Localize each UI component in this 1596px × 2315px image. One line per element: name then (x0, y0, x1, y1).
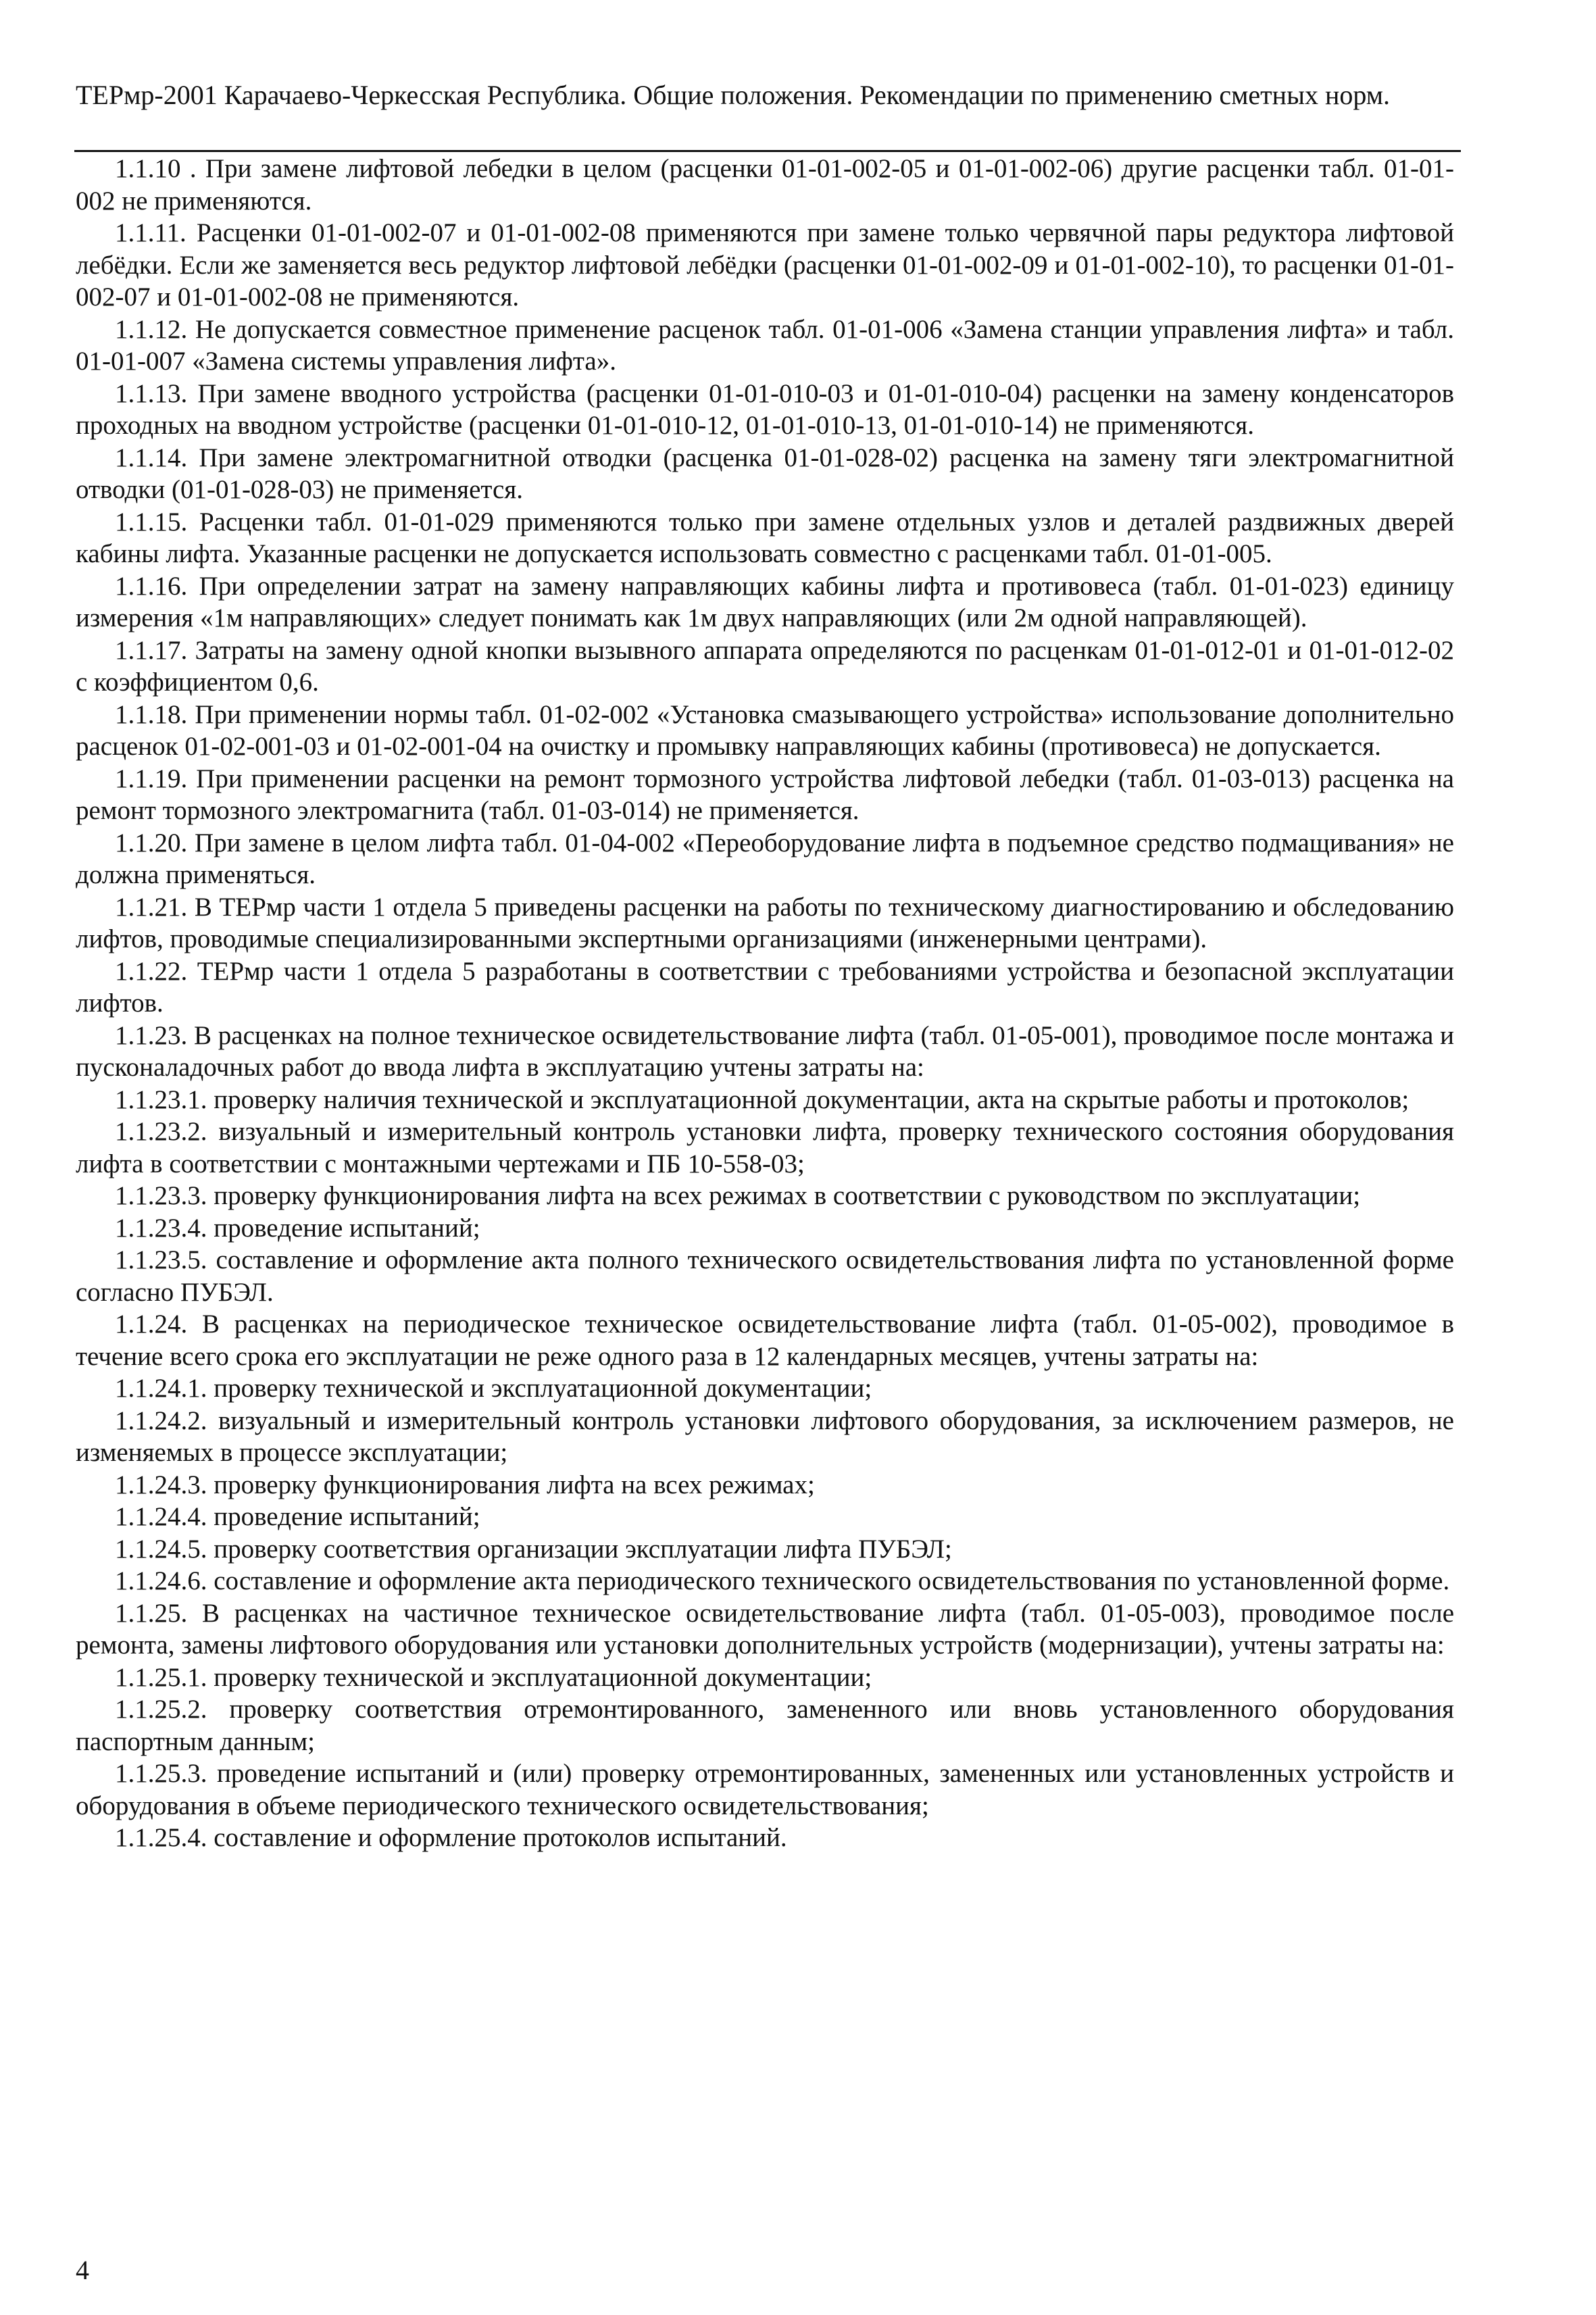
paragraph-1-1-14: 1.1.14. При замене электромагнитной отводки (расценка 01-01-028-02) расценка на замену тяги электромагнитной отводки (01-01-028-03) не применяется. (76, 443, 1454, 504)
paragraph-1-1-24-4: 1.1.24.4. проведение испытаний; (115, 1502, 480, 1531)
paragraph-1-1-24-6: 1.1.24.6. составление и оформление акта периодического технического освидетельствования по установленной форме. (115, 1566, 1450, 1595)
page-header: ТЕРмр-2001 Карачаево-Черкесская Республика. Общие положения. Рекомендации по применению сметных норм. (76, 80, 1391, 110)
paragraph-1-1-23-3: 1.1.23.3. проверку функционирования лифта на всех режимах в соответствии с руководством по эксплуатации; (115, 1181, 1361, 1210)
paragraph-1-1-25-2: 1.1.25.2. проверку соответствия отремонтированного, замененного или вновь установленного оборудования паспортным данным; (76, 1695, 1454, 1756)
paragraph-1-1-18: 1.1.18. При применении нормы табл. 01-02-002 «Установка смазывающего устройства» использование дополнительно расценок 01-02-001-03 и 01-02-001-04 на очистку и промывку направляющих кабины (противовеса) не допускается. (76, 699, 1454, 761)
paragraph-1-1-20: 1.1.20. При замене в целом лифта табл. 01-04-002 «Переоборудование лифта в подъемное средство подмащивания» не должна применяться. (76, 828, 1454, 889)
paragraph-1-1-17: 1.1.17. Затраты на замену одной кнопки вызывного аппарата определяются по расценкам 01-01-012-01 и 01-01-012-02 с коэффициентом 0,6. (76, 635, 1454, 697)
paragraph-1-1-24-1: 1.1.24.1. проверку технической и эксплуатационной документации; (115, 1374, 872, 1403)
paragraph-1-1-23: 1.1.23. В расценках на полное техническое освидетельствование лифта (табл. 01-05-001), проводимое после монтажа и пусконаладочных работ до ввода лифта в эксплуатацию учтены затраты на: (76, 1020, 1454, 1082)
paragraph-1-1-25: 1.1.25. В расценках на частичное техническое освидетельствование лифта (табл. 01-05-003), проводимое после ремонта, замены лифтового оборудования или установки дополнительных устройств (модернизации), учтены затраты на: (76, 1598, 1454, 1660)
paragraph-1-1-25-4: 1.1.25.4. составление и оформление протоколов испытаний. (115, 1823, 787, 1852)
paragraph-1-1-25-3: 1.1.25.3. проведение испытаний и (или) проверку отремонтированных, замененных или установленных устройств и оборудования в объеме периодического технического освидетельствования; (76, 1759, 1454, 1820)
paragraph-1-1-11: 1.1.11. Расценки 01-01-002-07 и 01-01-002-08 применяются при замене только червячной пары редуктора лифтовой лебёдки. Если же заменяется весь редуктор лифтовой лебёдки (расценки 01-01-002-09 и 01-01-002-10), то расценки 01-01-002-07 и 01-01-002-08 не применяются. (76, 218, 1454, 312)
paragraph-1-1-23-5: 1.1.23.5. составление и оформление акта полного технического освидетельствования лифта по установленной форме согласно ПУБЭЛ. (76, 1245, 1454, 1307)
paragraph-1-1-15: 1.1.15. Расценки табл. 01-01-029 применяются только при замене отдельных узлов и деталей раздвижных дверей кабины лифта. Указанные расценки не допускается использовать совместно с расценками табл. 01-01-005. (76, 507, 1454, 568)
paragraph-1-1-21: 1.1.21. В ТЕРмр части 1 отдела 5 приведены расценки на работы по техническому диагностированию и обследованию лифтов, проводимые специализированными экспертными организациями (инженерными центрами). (76, 892, 1454, 953)
page-number: 4 (76, 2255, 89, 2285)
paragraph-1-1-24-5: 1.1.24.5. проверку соответствия организации эксплуатации лифта ПУБЭЛ; (115, 1534, 952, 1564)
paragraph-1-1-16: 1.1.16. При определении затрат на замену направляющих кабины лифта и противовеса (табл. 01-01-023) единицу измерения «1м направляющих» следует понимать как 1м двух направляющих (или 2м одной направляющей). (76, 571, 1454, 632)
header-divider (74, 150, 1461, 152)
paragraph-1-1-25-1: 1.1.25.1. проверку технической и эксплуатационной документации; (115, 1662, 872, 1692)
paragraph-1-1-24-3: 1.1.24.3. проверку функционирования лифта на всех режимах; (115, 1470, 815, 1499)
paragraph-1-1-13: 1.1.13. При замене вводного устройства (расценки 01-01-010-03 и 01-01-010-04) расценки на замену конденсаторов проходных на вводном устройстве (расценки 01-01-010-12, 01-01-010-13, 01-01-010-14) не применяются. (76, 378, 1454, 440)
paragraph-1-1-23-1: 1.1.23.1. проверку наличия технической и эксплуатационной документации, акта на скрытые работы и протоколов; (115, 1085, 1410, 1114)
paragraph-1-1-10: 1.1.10 . При замене лифтовой лебедки в целом (расценки 01-01-002-05 и 01-01-002-06) другие расценки табл. 01-01-002 не применяются. (76, 154, 1454, 216)
paragraph-1-1-23-4: 1.1.23.4. проведение испытаний; (115, 1213, 480, 1243)
paragraph-1-1-12: 1.1.12. Не допускается совместное применение расценок табл. 01-01-006 «Замена станции управления лифта» и табл. 01-01-007 «Замена системы управления лифта». (76, 314, 1454, 376)
paragraph-1-1-19: 1.1.19. При применении расценки на ремонт тормозного устройства лифтовой лебедки (табл. 01-03-013) расценка на ремонт тормозного электромагнита (табл. 01-03-014) не применяется. (76, 764, 1454, 825)
document-body (76, 153, 1454, 1854)
paragraph-1-1-24: 1.1.24. В расценках на периодическое техническое освидетельствование лифта (табл. 01-05-002), проводимое в течение всего срока его эксплуатации не реже одного раза в 12 календарных месяцев, учтены затраты на: (76, 1310, 1454, 1371)
paragraph-1-1-23-2: 1.1.23.2. визуальный и измерительный контроль установки лифта, проверку технического состояния оборудования лифта в соответствии с монтажными чертежами и ПБ 10-558-03; (76, 1117, 1454, 1178)
paragraph-1-1-24-2: 1.1.24.2. визуальный и измерительный контроль установки лифтового оборудования, за исключением размеров, не изменяемых в процессе эксплуатации; (76, 1405, 1454, 1467)
paragraph-1-1-22: 1.1.22. ТЕРмр части 1 отдела 5 разработаны в соответствии с требованиями устройства и безопасной эксплуатации лифтов. (76, 956, 1454, 1018)
